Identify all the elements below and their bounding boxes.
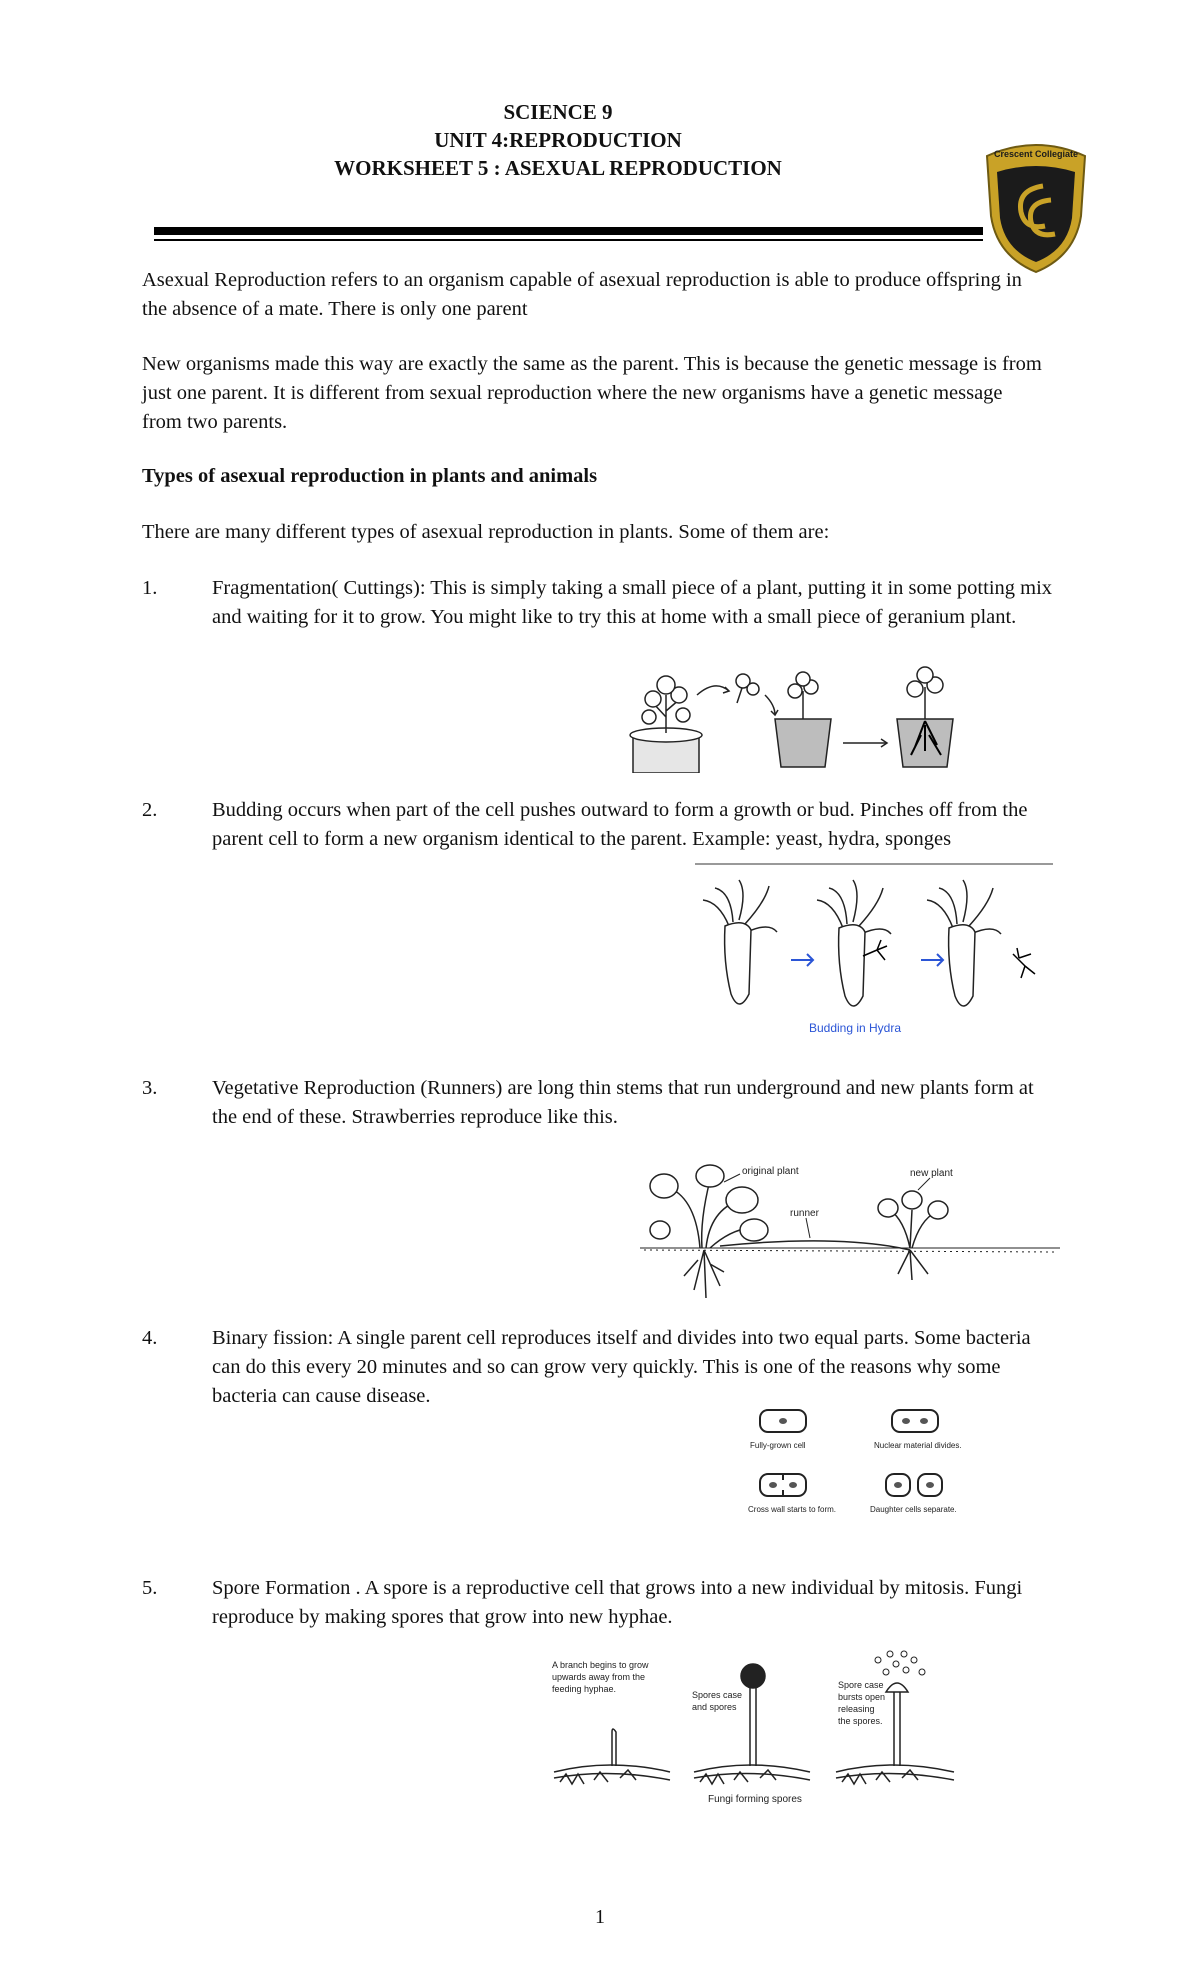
item-text-runners: Vegetative Reproduction (Runners) are long thin stems that run underground and new plants form at the end of these. Strawberries reproduce like this. (212, 1077, 1034, 1128)
spore-label-1a: A branch begins to grow (552, 1660, 649, 1670)
section-heading: Types of asexual reproduction in plants and animals (142, 465, 598, 487)
header-line-1: SCIENCE 9 (503, 100, 613, 124)
header-rule-thin (154, 239, 983, 241)
spore-label-1b: upwards away from the (552, 1672, 646, 1682)
school-crest-logo (983, 138, 1089, 276)
spore-label-2b: and spores (692, 1702, 737, 1712)
hydra-caption: Budding in Hydra (808, 1021, 902, 1035)
fission-label-1: Fully-grown cell (750, 1441, 806, 1450)
label-original-plant: original plant (742, 1166, 799, 1177)
crest-text: Crescent Collegiate (993, 149, 1079, 159)
item-number: 1. (142, 577, 158, 599)
fission-label-3: Cross wall starts to form. (748, 1505, 837, 1514)
page-number: 1 (595, 1906, 605, 1928)
section-lead: There are many different types of asexual reproduction in plants. Some of them are: (142, 521, 830, 543)
item-text-fragmentation: Fragmentation( Cuttings): This is simply taking a small piece of a plant, putting it in some potting mix and waiting for it to grow. You might like to try this at home with a small piece of geranium plant. (212, 577, 1053, 628)
header-line-2: UNIT 4:REPRODUCTION (434, 128, 682, 152)
item-text-budding: Budding occurs when part of the cell pushes outward to form a growth or bud. Pinches off from the parent cell to form a new organism identical to the parent. Example: yeast, hydra, sponges (212, 799, 1028, 850)
item-number: 5. (142, 1577, 158, 1599)
fragmentation-figure (625, 655, 965, 773)
spore-label-3d: the spores. (838, 1716, 883, 1726)
spore-label-3a: Spore case (838, 1680, 884, 1690)
item-text-spore-formation: Spore Formation . A spore is a reproductive cell that grows into a new individual by mitosis. Fungi reproduce by making spores that grow into new hyphae. (212, 1577, 1023, 1628)
strawberry-runner-figure (640, 1160, 1060, 1310)
item-number: 2. (142, 799, 158, 821)
item-number: 3. (142, 1077, 158, 1099)
spore-label-3c: releasing (838, 1704, 875, 1714)
intro-paragraph-2: New organisms made this way are exactly the same as the parent. This is because the genetic message is from just one parent. It is different from sexual reproduction where the new organisms have a genetic message from two parents. (142, 353, 1042, 433)
header-rule-thick (154, 227, 983, 235)
hydra-budding-figure (695, 862, 1055, 1042)
binary-fission-figure (748, 1404, 988, 1524)
fission-label-4: Daughter cells separate. (870, 1505, 957, 1514)
spore-label-3b: bursts open (838, 1692, 886, 1702)
intro-paragraph-1: Asexual Reproduction refers to an organism capable of asexual reproduction is able to produce offspring in the absence of a mate. There is only one parent (142, 269, 1022, 320)
spore-label-1c: feeding hyphae. (552, 1684, 617, 1694)
label-new-plant: new plant (910, 1168, 953, 1179)
fission-label-2: Nuclear material divides. (874, 1441, 962, 1450)
item-number: 4. (142, 1327, 158, 1349)
header-line-3: WORKSHEET 5 : ASEXUAL REPRODUCTION (334, 156, 782, 180)
label-runner: runner (790, 1208, 819, 1219)
fungi-spores-figure (550, 1648, 970, 1810)
spore-label-2a: Spores case (692, 1690, 743, 1700)
item-text-binary-fission: Binary fission: A single parent cell reproduces itself and divides into two equal parts. Some bacteria can do this every 20 minutes and so can grow very quickly. This is one of the reasons why some bacteria can cause disease. (212, 1327, 1031, 1407)
spore-caption: Fungi forming spores (708, 1794, 802, 1805)
